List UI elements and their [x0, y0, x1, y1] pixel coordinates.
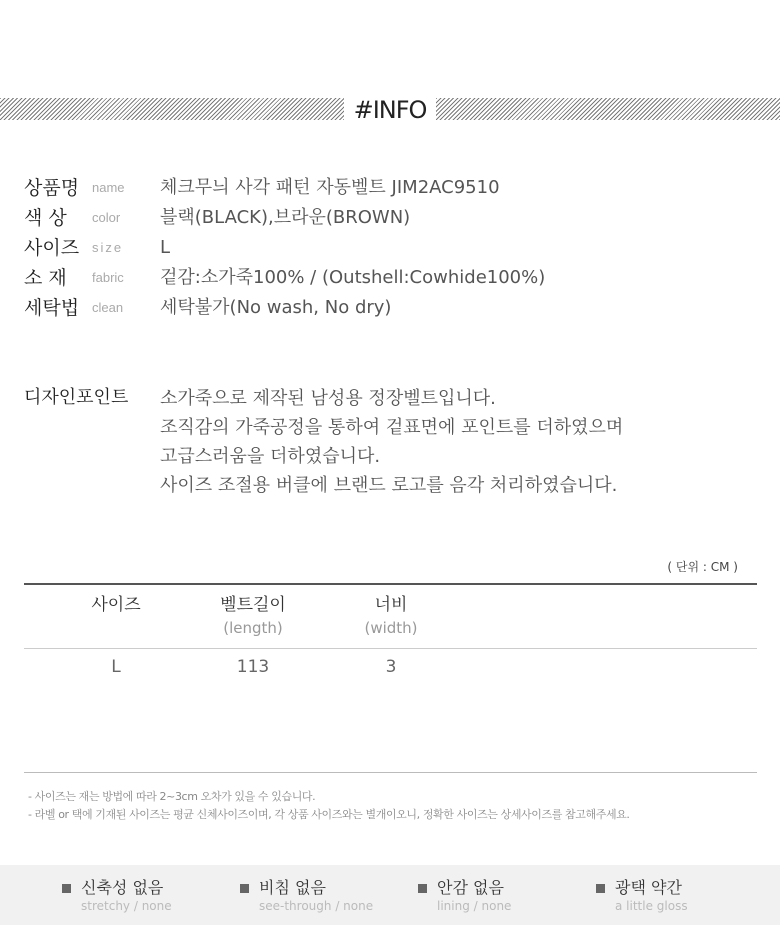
spec-label: 사이즈 — [24, 237, 80, 259]
cell-width: 3 — [385, 657, 397, 677]
spec-label: 상품명 — [24, 177, 80, 199]
spec-value: 겉감:소가죽100% / (Outshell:Cowhide100%) — [160, 267, 546, 288]
header-width — [351, 593, 431, 639]
table-row — [24, 649, 757, 685]
header-label: 사이즈 — [91, 595, 141, 615]
design-line: 소가죽으로 제작된 남성용 정장벨트입니다. — [160, 388, 496, 409]
info-header — [0, 96, 780, 124]
design-line: 고급스러움을 더하였습니다. — [160, 446, 381, 467]
note-line: - 사이즈는 재는 방법에 따라 2~3cm 오차가 있을 수 있습니다. — [28, 790, 316, 803]
feature-label-en: a little gloss — [615, 899, 688, 913]
header-label: 벨트길이 — [220, 595, 286, 615]
cell-length: 113 — [236, 657, 270, 677]
spec-label-en: name — [92, 180, 125, 195]
size-table — [24, 583, 757, 685]
header-label: 너비 — [374, 595, 408, 615]
cell-size: L — [111, 657, 121, 677]
feature-label: 비침 없음 — [259, 878, 326, 897]
square-bullet-icon — [596, 884, 605, 893]
unit-label: ( 단위 : CM ) — [667, 560, 738, 574]
design-line: 조직감의 가죽공정을 통하여 겉표면에 포인트를 더하였으며 — [160, 417, 624, 438]
spec-value: L — [160, 237, 171, 258]
header-label-en: (length) — [223, 619, 283, 637]
spec-value: 세탁불가(No wash, No dry) — [160, 297, 392, 318]
design-point-label: 디자인포인트 — [24, 387, 129, 408]
spec-value: 체크무늬 사각 패턴 자동벨트 JIM2AC9510 — [160, 177, 500, 198]
size-notes — [28, 788, 630, 824]
spec-value: 블랙(BLACK),브라운(BROWN) — [160, 207, 411, 228]
spec-label-en: clean — [92, 300, 124, 315]
feature-label-en: lining / none — [437, 899, 512, 913]
square-bullet-icon — [240, 884, 249, 893]
table-header — [24, 585, 757, 649]
header-size — [76, 593, 156, 617]
hatch-divider-left — [0, 98, 344, 120]
feature-label: 안감 없음 — [437, 878, 504, 897]
header-length — [203, 593, 303, 639]
design-line: 사이즈 조절용 버클에 브랜드 로고를 음각 처리하였습니다. — [160, 475, 618, 496]
feature-label: 광택 약간 — [615, 878, 682, 897]
spec-label: 소 재 — [24, 267, 67, 289]
feature-label: 신축성 없음 — [81, 878, 164, 897]
spec-label-en: color — [92, 210, 121, 225]
square-bullet-icon — [62, 884, 71, 893]
spec-label: 색 상 — [24, 207, 67, 229]
note-line: - 라벨 or 택에 기재된 사이즈는 평균 신체사이즈이며, 각 상품 사이즈와는 별개이오니, 정확한 사이즈는 상세사이즈를 참고해주세요. — [28, 808, 630, 821]
header-label-en: (width) — [364, 619, 418, 637]
feature-bar — [0, 865, 780, 925]
spec-label-en: size — [92, 240, 124, 255]
info-title: #INFO — [353, 96, 427, 124]
feature-label-en: see-through / none — [259, 899, 374, 913]
spec-label: 세탁법 — [24, 297, 80, 319]
hatch-divider-right — [436, 98, 780, 120]
notes-divider — [24, 772, 757, 773]
feature-label-en: stretchy / none — [81, 899, 172, 913]
spec-label-en: fabric — [92, 270, 124, 285]
design-point-text — [160, 384, 720, 500]
square-bullet-icon — [418, 884, 427, 893]
